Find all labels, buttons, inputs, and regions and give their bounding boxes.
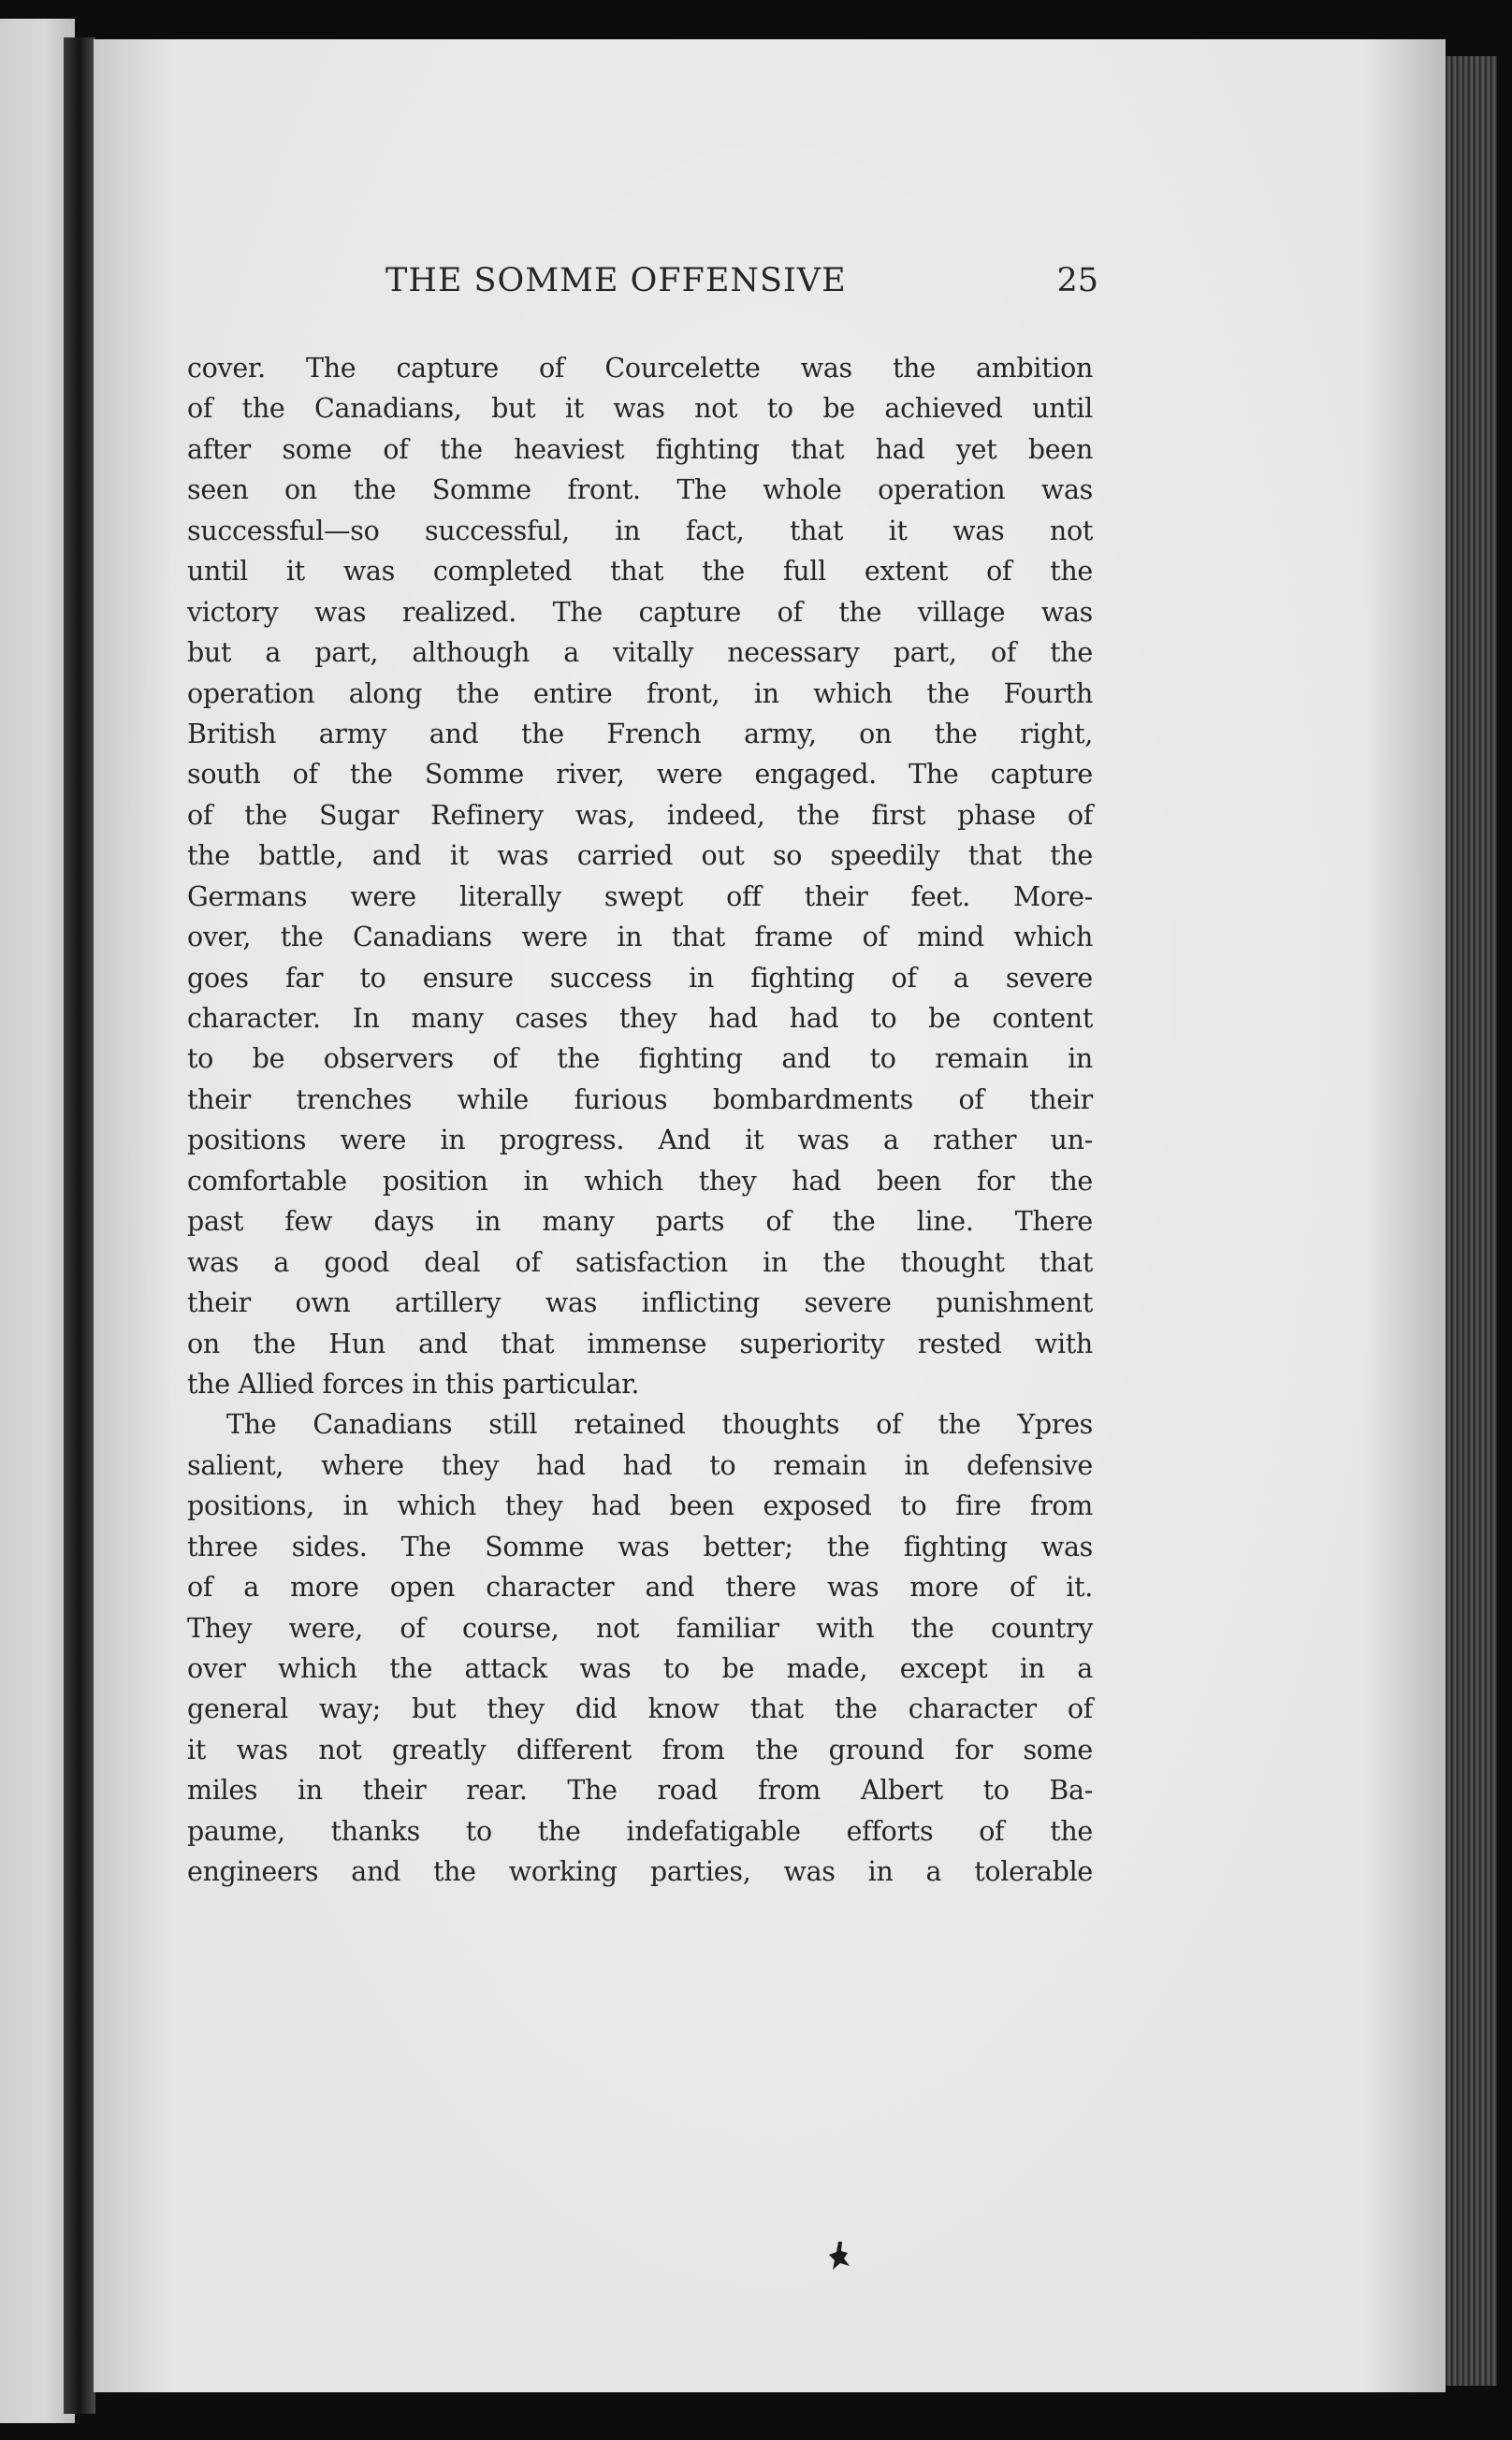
text-line: character. In many cases they had had to be content [187, 1003, 1093, 1034]
text-line: of a more open character and there was more of it. [187, 1572, 1093, 1604]
text-line: salient, where they had had to remain in defensive [187, 1449, 1093, 1481]
text-line: positions were in progress. And it was a rather un- [187, 1125, 1093, 1156]
text-line: the Allied forces in this particular. [187, 1368, 640, 1400]
text-line: after some of the heaviest fighting that had yet been [187, 433, 1093, 465]
page-block-edges [1441, 56, 1497, 2386]
text-line: past few days in many parts of the line. There [187, 1206, 1093, 1238]
paragraph-2 [187, 1404, 1093, 1892]
paragraph-1 [187, 348, 1093, 1404]
text-line: on the Hun and that immense superiority rested with [187, 1328, 1093, 1359]
text-line: Germans were literally swept off their feet. More- [187, 880, 1093, 912]
text-line: goes far to ensure success in fighting of a severe [187, 962, 1093, 994]
text-line: engineers and the working parties, was in a tolerable [187, 1856, 1093, 1888]
text-line: the battle, and it was carried out so speedily that the [187, 840, 1093, 872]
book-gutter [64, 37, 95, 2414]
text-line: over which the attack was to be made, except in a [187, 1653, 1093, 1684]
text-line: but a part, although a vitally necessary part, of the [187, 637, 1093, 669]
running-head [292, 262, 1098, 309]
text-line: victory was realized. The capture of the village was [187, 596, 1093, 628]
text-line: British army and the French army, on the right, [187, 718, 1093, 749]
text-line: paume, thanks to the indefatigable efforts of the [187, 1815, 1093, 1847]
text-line: comfortable position in which they had been for the [187, 1165, 1093, 1197]
text-line: of the Sugar Refinery was, indeed, the first phase of [187, 799, 1093, 831]
text-line: general way; but they did know that the character of [187, 1693, 1093, 1725]
text-line: their own artillery was inflicting severe punishment [187, 1287, 1093, 1319]
text-line: operation along the entire front, in which the Fourth [187, 677, 1093, 709]
text-line: successful—so successful, in fact, that it was not [187, 515, 1093, 546]
body-text [187, 348, 1093, 1893]
text-line: to be observers of the fighting and to remain in [187, 1043, 1093, 1075]
text-line: until it was completed that the full extent of the [187, 556, 1093, 588]
page-number: 25 [1056, 262, 1098, 299]
ink-blot-mark [821, 2238, 859, 2275]
text-line: positions, in which they had been exposed to fire from [187, 1490, 1093, 1522]
text-line: south of the Somme river, were engaged. The capture [187, 759, 1093, 791]
running-title: THE SOMME OFFENSIVE [385, 262, 847, 299]
text-line: it was not greatly different from the ground for some [187, 1734, 1093, 1765]
text-line: miles in their rear. The road from Albert to Ba- [187, 1775, 1093, 1807]
text-line: three sides. The Somme was better; the fighting was [187, 1531, 1093, 1562]
text-line: was a good deal of satisfaction in the thought that [187, 1246, 1093, 1278]
text-line: over, the Canadians were in that frame of mind which [187, 922, 1093, 953]
text-line: They were, of course, not familiar with the country [187, 1612, 1093, 1644]
text-line: seen on the Somme front. The whole operation was [187, 474, 1093, 506]
text-line: The Canadians still retained thoughts of the Ypres [226, 1409, 1093, 1441]
text-line: cover. The capture of Courcelette was the ambition [187, 353, 1093, 384]
text-line: their trenches while furious bombardments of their [187, 1083, 1093, 1115]
text-line: of the Canadians, but it was not to be achieved until [187, 393, 1093, 425]
